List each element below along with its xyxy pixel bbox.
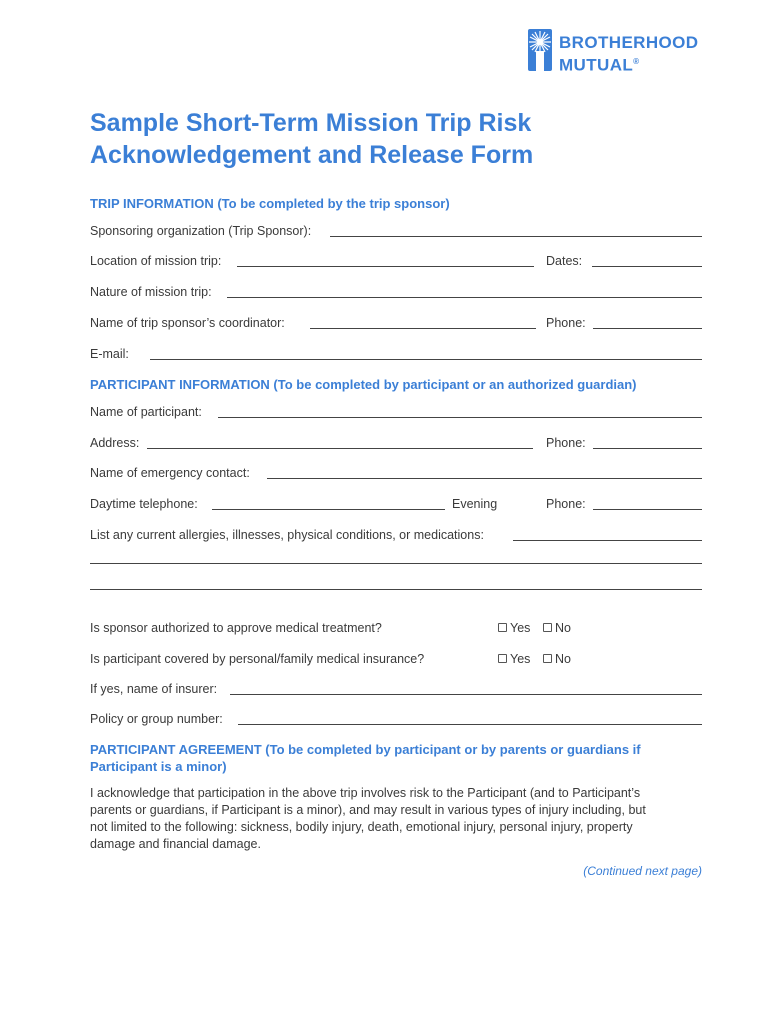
page-title: [90, 107, 650, 171]
insurance-no-option[interactable]: [543, 650, 571, 668]
title-line-1: Sample Short-Term Mission Trip Risk: [90, 109, 532, 137]
participant-info-heading: PARTICIPANT INFORMATION (To be completed by participant or an authorized guardian): [90, 377, 637, 392]
address-field[interactable]: [147, 448, 533, 449]
coordinator-row: [90, 314, 702, 332]
nature-field[interactable]: [227, 297, 702, 298]
continued-note: (Continued next page): [583, 864, 702, 878]
policy-label: Policy or group number:: [90, 712, 223, 726]
email-row: [90, 345, 702, 363]
logo-line-2: MUTUAL: [559, 55, 634, 75]
allergies-row: [90, 526, 702, 544]
coordinator-label: Name of trip sponsor’s coordinator:: [90, 316, 285, 330]
allergies-label: List any current allergies, illnesses, physical conditions, or medications:: [90, 528, 484, 542]
registered-mark: ®: [633, 57, 640, 66]
insurance-row: [90, 650, 702, 668]
participant-name-field[interactable]: [218, 417, 702, 418]
nature-label: Nature of mission trip:: [90, 285, 212, 299]
policy-row: [90, 710, 702, 728]
agreement-line: not limited to the following: sickness, bodily injury, death, emotional injury, personal injury, property: [90, 820, 633, 834]
daytime-phone-label: Daytime telephone:: [90, 497, 198, 511]
emergency-contact-field[interactable]: [267, 478, 702, 479]
trip-info-heading: TRIP INFORMATION (To be completed by the trip sponsor): [90, 196, 450, 211]
dates-label: Dates:: [546, 254, 583, 268]
insurance-question: Is participant covered by personal/family medical insurance?: [90, 652, 425, 666]
email-field[interactable]: [150, 359, 702, 360]
emergency-contact-row: [90, 464, 702, 482]
agreement-heading-line-1: PARTICIPANT AGREEMENT (To be completed by participant or by parents or guardians if: [90, 742, 641, 757]
location-field[interactable]: [237, 266, 534, 267]
yes-label: Yes: [510, 652, 531, 666]
address-row: [90, 434, 702, 452]
logo-wordmark: [559, 33, 698, 75]
no-label: No: [555, 621, 571, 635]
medical-treatment-yes-option[interactable]: [498, 619, 530, 637]
participant-name-label: Name of participant:: [90, 405, 202, 419]
emergency-contact-label: Name of emergency contact:: [90, 466, 250, 480]
medical-treatment-row: [90, 619, 702, 637]
agreement-heading-line-2: Participant is a minor): [90, 759, 227, 774]
checkbox-icon[interactable]: [543, 654, 552, 663]
daytime-phone-row: [90, 495, 702, 513]
sponsoring-org-field[interactable]: [330, 236, 702, 237]
agreement-paragraph: [90, 785, 702, 853]
agreement-line: damage and financial damage.: [90, 837, 261, 851]
no-label: No: [555, 652, 571, 666]
participant-name-row: [90, 403, 702, 421]
allergies-field[interactable]: [513, 540, 702, 541]
checkbox-icon[interactable]: [543, 623, 552, 632]
participant-phone-label: Phone:: [546, 436, 586, 450]
agreement-heading: [90, 741, 710, 775]
address-label: Address:: [90, 436, 140, 450]
yes-label: Yes: [510, 621, 531, 635]
medical-treatment-no-option[interactable]: [543, 619, 571, 637]
logo-line-1: BROTHERHOOD: [559, 33, 699, 52]
insurer-label: If yes, name of insurer:: [90, 682, 218, 696]
medical-treatment-question: Is sponsor authorized to approve medical treatment?: [90, 621, 382, 635]
checkbox-icon[interactable]: [498, 623, 507, 632]
evening-label: Evening: [452, 497, 498, 511]
title-line-2: Acknowledgement and Release Form: [90, 141, 534, 169]
insurer-field[interactable]: [230, 694, 702, 695]
coordinator-field[interactable]: [310, 328, 536, 329]
coordinator-phone-label: Phone:: [546, 316, 586, 330]
coordinator-phone-field[interactable]: [593, 328, 702, 329]
sponsoring-org-label: Sponsoring organization (Trip Sponsor):: [90, 224, 312, 238]
location-row: [90, 252, 702, 270]
location-label: Location of mission trip:: [90, 254, 222, 268]
evening-phone-label: Phone:: [546, 497, 586, 511]
starburst-icon: [528, 29, 552, 71]
insurance-yes-option[interactable]: [498, 650, 530, 668]
allergies-extra-line-1[interactable]: [90, 563, 702, 564]
evening-phone-field[interactable]: [593, 509, 702, 510]
checkbox-icon[interactable]: [498, 654, 507, 663]
policy-field[interactable]: [238, 724, 702, 725]
insurer-row: [90, 680, 702, 698]
nature-row: [90, 283, 702, 301]
allergies-extra-line-2[interactable]: [90, 589, 702, 590]
sponsoring-org-row: [90, 222, 702, 240]
participant-phone-field[interactable]: [593, 448, 702, 449]
agreement-line: I acknowledge that participation in the above trip involves risk to the Participant (and to Participant’s: [90, 786, 641, 800]
daytime-phone-field[interactable]: [212, 509, 445, 510]
agreement-line: parents or guardians, if Participant is a minor), and may result in various types of injury including, but: [90, 803, 646, 817]
brotherhood-mutual-logo: [528, 29, 708, 73]
email-label: E-mail:: [90, 347, 129, 361]
dates-field[interactable]: [592, 266, 702, 267]
